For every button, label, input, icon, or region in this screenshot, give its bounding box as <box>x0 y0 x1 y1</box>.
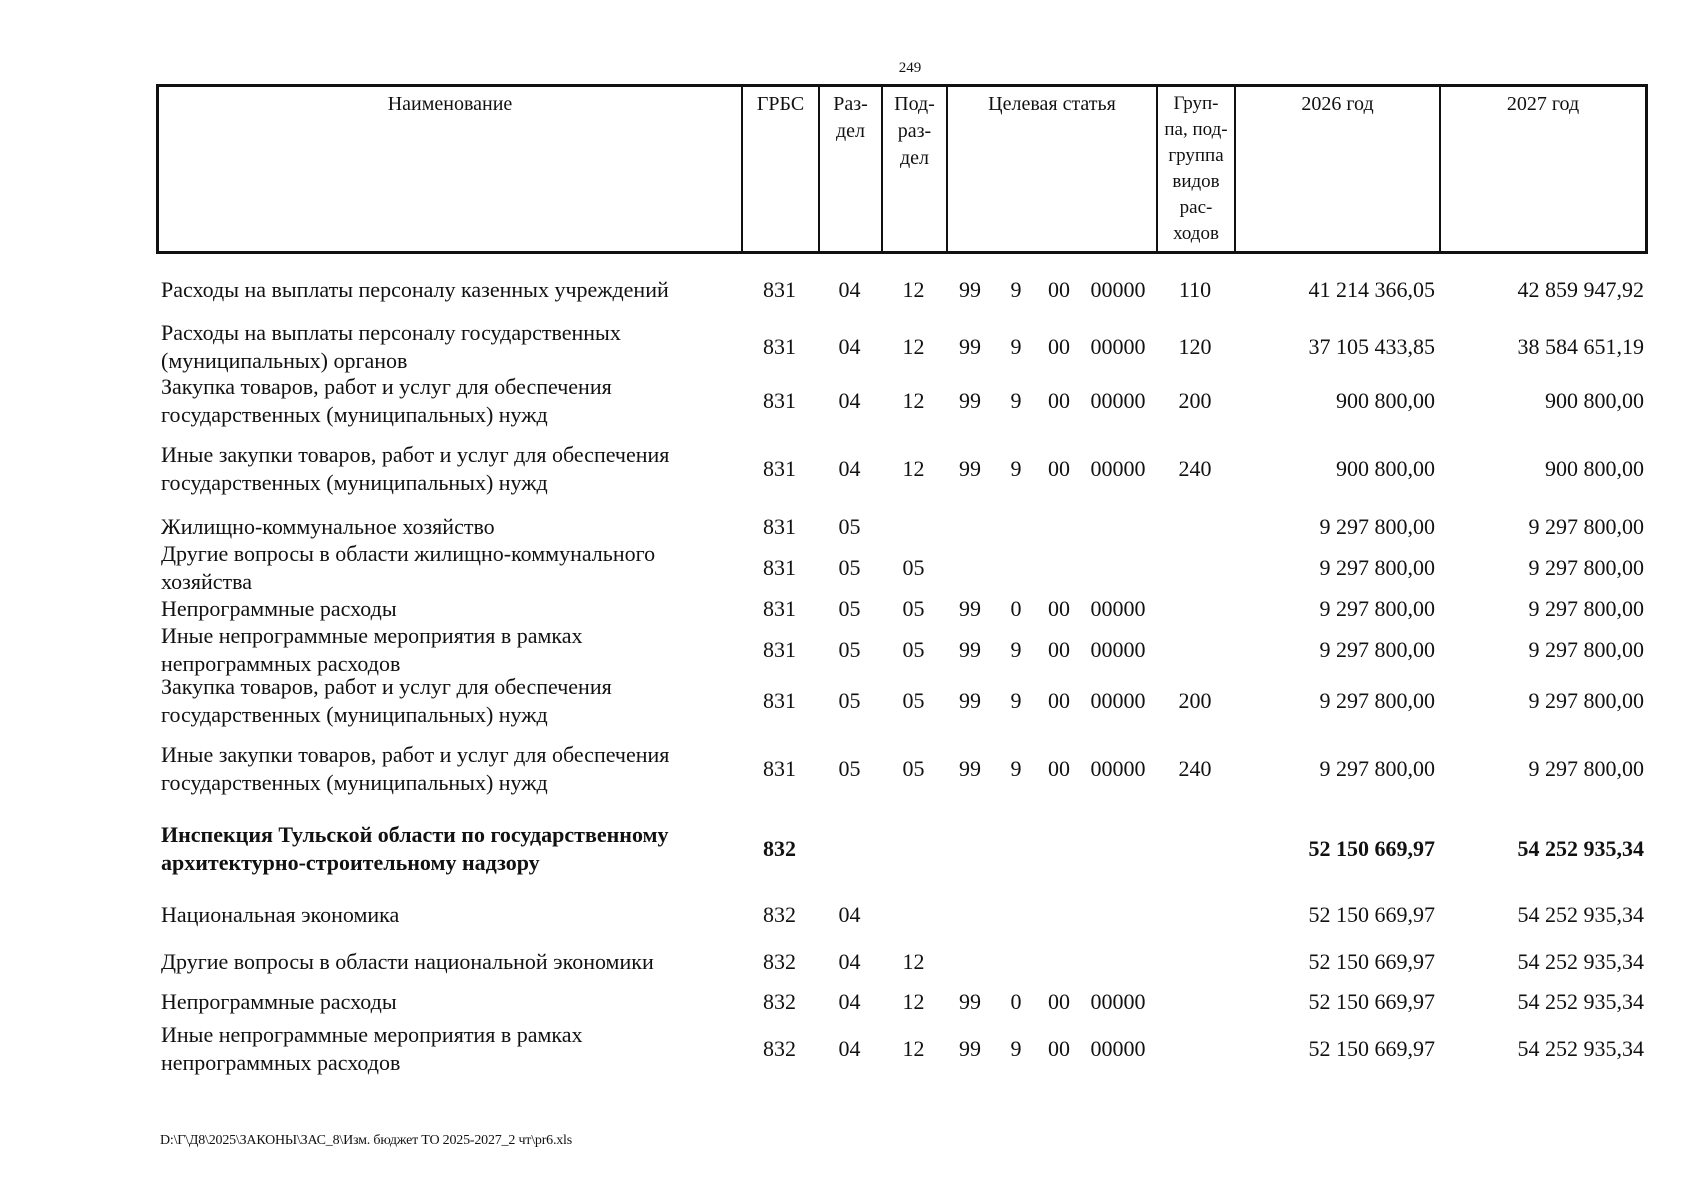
cell-razdel: 05 <box>838 688 861 713</box>
cell-target-direction <box>1038 888 1080 942</box>
cell-grbs: 831 <box>763 555 796 580</box>
cell-group: 240 <box>1178 756 1212 781</box>
cell-group <box>1156 1022 1234 1076</box>
cell-2026: 9 297 800,00 <box>1319 514 1435 539</box>
cell-grbs: 832 <box>763 989 796 1014</box>
cell-group: 200 <box>1178 388 1212 413</box>
header-target: Целевая статья <box>946 84 1156 254</box>
cell-target-code <box>1080 810 1156 888</box>
cell-podrazdel: 05 <box>902 688 925 713</box>
cell-podrazdel: 12 <box>902 388 925 413</box>
cell-razdel: 04 <box>838 334 861 359</box>
cell-target-program: 99 <box>959 989 981 1014</box>
cell-2026: 900 800,00 <box>1336 456 1435 481</box>
cell-target-subprogram: 9 <box>1010 637 1022 662</box>
header-group: Груп- па, под- группа видов рас- ходов <box>1156 84 1234 254</box>
cell-2026: 9 297 800,00 <box>1319 555 1435 580</box>
cell-2027: 54 252 935,34 <box>1517 836 1644 861</box>
cell-group <box>1156 888 1234 942</box>
cell-2027: 9 297 800,00 <box>1528 756 1644 781</box>
cell-podrazdel: 12 <box>902 1036 925 1061</box>
cell-2026: 9 297 800,00 <box>1319 596 1435 621</box>
cell-2026: 52 150 669,97 <box>1308 989 1435 1014</box>
cell-name: Инспекция Тульской области по государственному архитектурно-строительному надзору <box>161 822 669 875</box>
cell-grbs: 831 <box>763 688 796 713</box>
cell-target-program: 99 <box>959 334 981 359</box>
cell-grbs: 832 <box>763 836 796 861</box>
cell-target-subprogram <box>994 888 1038 942</box>
cell-razdel: 04 <box>838 388 861 413</box>
cell-name: Иные непрограммные мероприятия в рамках непрограммных расходов <box>161 1022 583 1075</box>
cell-2026: 9 297 800,00 <box>1319 637 1435 662</box>
cell-target-code <box>1080 510 1156 544</box>
cell-2026: 52 150 669,97 <box>1308 1036 1435 1061</box>
cell-name: Закупка товаров, работ и услуг для обеспечения государственных (муниципальных) нужд <box>161 674 612 727</box>
cell-group <box>1156 942 1234 982</box>
cell-2027: 9 297 800,00 <box>1528 555 1644 580</box>
cell-2027: 900 800,00 <box>1545 456 1644 481</box>
cell-podrazdel: 12 <box>902 949 925 974</box>
cell-razdel: 05 <box>838 514 861 539</box>
cell-group <box>1156 592 1234 626</box>
cell-2027: 42 859 947,92 <box>1517 277 1644 302</box>
header-grbs: ГРБС <box>741 84 818 254</box>
cell-target-program <box>946 510 994 544</box>
cell-target-subprogram <box>994 510 1038 544</box>
cell-podrazdel: 05 <box>902 637 925 662</box>
cell-grbs: 831 <box>763 637 796 662</box>
cell-group <box>1156 544 1234 592</box>
header-2026: 2026 год <box>1234 84 1439 254</box>
cell-2027: 900 800,00 <box>1545 388 1644 413</box>
cell-razdel: 04 <box>838 949 861 974</box>
cell-2027: 9 297 800,00 <box>1528 596 1644 621</box>
cell-target-program: 99 <box>959 456 981 481</box>
cell-target-direction: 00 <box>1048 388 1070 413</box>
cell-name: Иные закупки товаров, работ и услуг для обеспечения государственных (муниципальных) нужд <box>161 742 670 795</box>
cell-2027: 54 252 935,34 <box>1517 989 1644 1014</box>
cell-target-program <box>946 810 994 888</box>
cell-target-code: 00000 <box>1090 596 1146 621</box>
cell-target-program: 99 <box>959 596 981 621</box>
cell-razdel: 04 <box>838 456 861 481</box>
header-2027: 2027 год <box>1439 84 1648 254</box>
budget-table <box>156 84 1648 1076</box>
cell-target-program <box>946 544 994 592</box>
cell-target-direction: 00 <box>1048 334 1070 359</box>
cell-target-direction: 00 <box>1048 756 1070 781</box>
cell-podrazdel: 12 <box>902 989 925 1014</box>
cell-target-direction: 00 <box>1048 688 1070 713</box>
cell-razdel: 05 <box>838 596 861 621</box>
cell-target-subprogram: 9 <box>1010 688 1022 713</box>
cell-target-code <box>1080 888 1156 942</box>
cell-target-subprogram: 0 <box>1010 989 1022 1014</box>
cell-2026: 37 105 433,85 <box>1308 334 1435 359</box>
cell-target-code: 00000 <box>1090 388 1146 413</box>
cell-2027: 9 297 800,00 <box>1528 514 1644 539</box>
cell-grbs: 831 <box>763 596 796 621</box>
cell-target-subprogram: 0 <box>1010 596 1022 621</box>
cell-name: Непрограммные расходы <box>161 596 397 621</box>
cell-podrazdel: 12 <box>902 334 925 359</box>
cell-grbs: 831 <box>763 514 796 539</box>
cell-podrazdel <box>881 810 946 888</box>
cell-podrazdel <box>881 888 946 942</box>
cell-target-direction: 00 <box>1048 637 1070 662</box>
cell-2026: 41 214 366,05 <box>1308 277 1435 302</box>
cell-target-subprogram: 9 <box>1010 456 1022 481</box>
cell-razdel: 04 <box>838 902 861 927</box>
cell-name: Закупка товаров, работ и услуг для обеспечения государственных (муниципальных) нужд <box>161 374 612 427</box>
cell-2027: 54 252 935,34 <box>1517 902 1644 927</box>
cell-group: 120 <box>1178 334 1212 359</box>
cell-razdel: 04 <box>838 1036 861 1061</box>
cell-2027: 9 297 800,00 <box>1528 637 1644 662</box>
cell-name: Жилищно-коммунальное хозяйство <box>161 514 495 539</box>
cell-target-direction <box>1038 544 1080 592</box>
cell-grbs: 832 <box>763 1036 796 1061</box>
cell-target-subprogram: 9 <box>1010 277 1022 302</box>
cell-target-subprogram <box>994 942 1038 982</box>
page-number: 249 <box>898 60 922 76</box>
cell-name: Другие вопросы в области жилищно-коммунального хозяйства <box>161 541 656 594</box>
cell-2026: 9 297 800,00 <box>1319 688 1435 713</box>
cell-grbs: 832 <box>763 949 796 974</box>
cell-target-direction: 00 <box>1048 989 1070 1014</box>
cell-podrazdel: 05 <box>902 756 925 781</box>
cell-razdel: 05 <box>838 637 861 662</box>
header-razdel: Раз- дел <box>818 84 881 254</box>
cell-target-code: 00000 <box>1090 1036 1146 1061</box>
cell-name: Иные закупки товаров, работ и услуг для обеспечения государственных (муниципальных) нужд <box>161 442 670 495</box>
cell-grbs: 831 <box>763 277 796 302</box>
cell-2027: 38 584 651,19 <box>1517 334 1644 359</box>
cell-podrazdel: 12 <box>902 456 925 481</box>
cell-target-code: 00000 <box>1090 989 1146 1014</box>
cell-grbs: 831 <box>763 456 796 481</box>
cell-group: 240 <box>1178 456 1212 481</box>
cell-target-subprogram: 9 <box>1010 388 1022 413</box>
cell-podrazdel: 12 <box>902 277 925 302</box>
cell-target-program: 99 <box>959 277 981 302</box>
cell-target-program: 99 <box>959 388 981 413</box>
cell-grbs: 831 <box>763 388 796 413</box>
cell-target-program: 99 <box>959 637 981 662</box>
cell-target-subprogram: 9 <box>1010 334 1022 359</box>
cell-name: Иные непрограммные мероприятия в рамках непрограммных расходов <box>161 623 583 676</box>
cell-name: Расходы на выплаты персоналу государственных (муниципальных) органов <box>161 320 621 373</box>
cell-2026: 900 800,00 <box>1336 388 1435 413</box>
cell-group: 200 <box>1178 688 1212 713</box>
header-podrazdel: Под- раз- дел <box>881 84 946 254</box>
cell-group: 110 <box>1178 277 1212 302</box>
cell-name: Расходы на выплаты персоналу казенных учреждений <box>161 277 669 302</box>
cell-grbs: 832 <box>763 902 796 927</box>
cell-target-code: 00000 <box>1090 756 1146 781</box>
cell-target-program <box>946 942 994 982</box>
cell-podrazdel: 05 <box>902 555 925 580</box>
cell-razdel: 04 <box>838 989 861 1014</box>
cell-2027: 54 252 935,34 <box>1517 949 1644 974</box>
cell-target-program: 99 <box>959 1036 981 1061</box>
cell-2026: 52 150 669,97 <box>1308 902 1435 927</box>
cell-target-direction: 00 <box>1048 277 1070 302</box>
cell-target-program: 99 <box>959 756 981 781</box>
footer-file-path: D:\Г\Д8\2025\ЗАКОНЫ\ЗАС_8\Изм. бюджет ТО 2025-2027_2 чт\pr6.xls <box>160 1133 572 1148</box>
cell-target-code: 00000 <box>1090 334 1146 359</box>
cell-2026: 52 150 669,97 <box>1308 949 1435 974</box>
cell-target-code: 00000 <box>1090 456 1146 481</box>
header-name: Наименование <box>156 84 741 254</box>
cell-podrazdel: 05 <box>902 596 925 621</box>
cell-target-direction <box>1038 510 1080 544</box>
cell-target-code: 00000 <box>1090 637 1146 662</box>
cell-razdel: 05 <box>838 555 861 580</box>
cell-grbs: 831 <box>763 756 796 781</box>
cell-target-direction: 00 <box>1048 596 1070 621</box>
cell-grbs: 831 <box>763 334 796 359</box>
cell-target-subprogram <box>994 544 1038 592</box>
cell-razdel <box>818 810 881 888</box>
cell-target-subprogram: 9 <box>1010 1036 1022 1061</box>
cell-name: Национальная экономика <box>161 902 400 927</box>
cell-razdel: 05 <box>838 756 861 781</box>
cell-2026: 52 150 669,97 <box>1308 836 1435 861</box>
cell-target-subprogram <box>994 810 1038 888</box>
cell-target-code: 00000 <box>1090 688 1146 713</box>
cell-target-direction: 00 <box>1048 456 1070 481</box>
cell-2027: 54 252 935,34 <box>1517 1036 1644 1061</box>
cell-name: Другие вопросы в области национальной экономики <box>161 949 654 974</box>
cell-target-direction <box>1038 810 1080 888</box>
cell-razdel: 04 <box>838 277 861 302</box>
cell-group <box>1156 510 1234 544</box>
cell-target-code <box>1080 544 1156 592</box>
cell-2026: 9 297 800,00 <box>1319 756 1435 781</box>
cell-group <box>1156 810 1234 888</box>
cell-target-direction: 00 <box>1048 1036 1070 1061</box>
cell-target-subprogram: 9 <box>1010 756 1022 781</box>
cell-target-code: 00000 <box>1090 277 1146 302</box>
cell-2027: 9 297 800,00 <box>1528 688 1644 713</box>
cell-group <box>1156 982 1234 1022</box>
cell-target-code <box>1080 942 1156 982</box>
cell-podrazdel <box>881 510 946 544</box>
cell-group <box>1156 626 1234 674</box>
cell-target-direction <box>1038 942 1080 982</box>
cell-name: Непрограммные расходы <box>161 989 397 1014</box>
cell-target-program <box>946 888 994 942</box>
cell-target-program: 99 <box>959 688 981 713</box>
